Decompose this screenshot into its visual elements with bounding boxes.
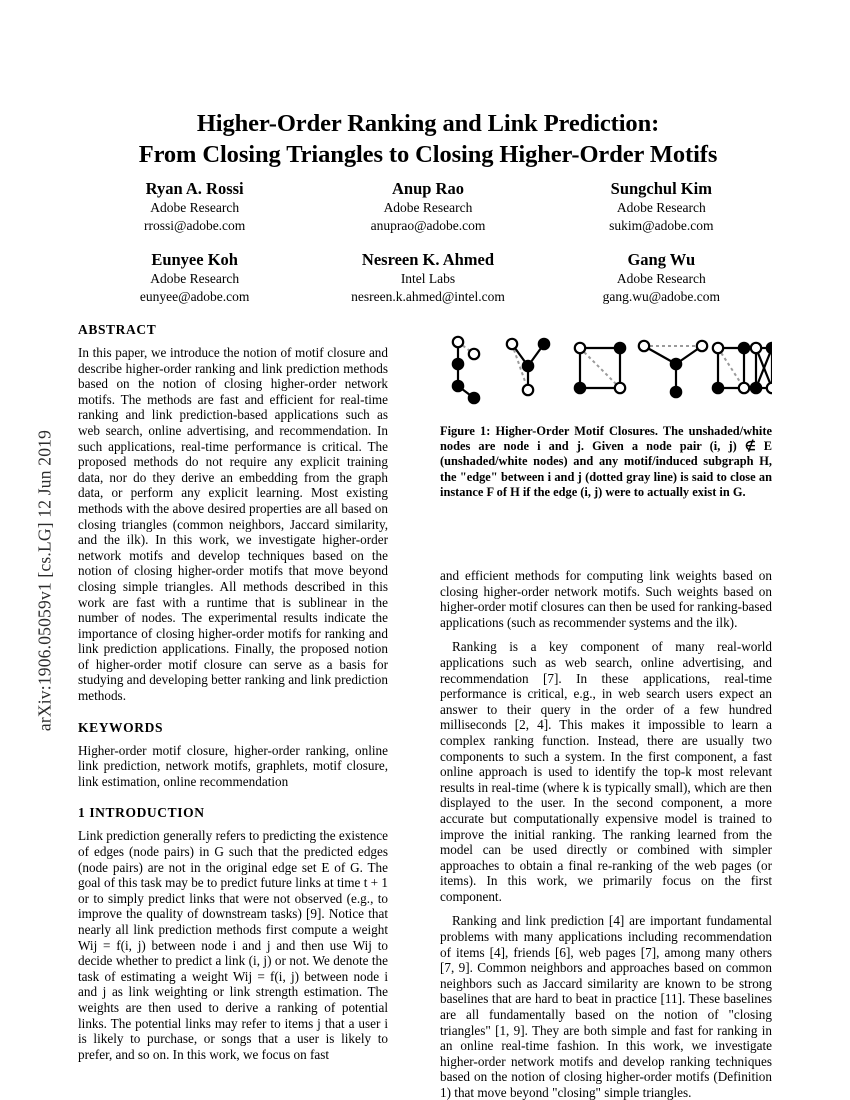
right-paragraph-1: and efficient methods for computing link weights based on closing higher-order network motifs. Such weights based on higher-order motif closures can then be used for ranking-based applications (such as recommender systems and the ilk). xyxy=(440,568,772,630)
author-name: Eunyee Koh xyxy=(151,250,238,269)
author-name: Gang Wu xyxy=(627,250,696,269)
author-list xyxy=(78,178,778,320)
author-affiliation: Intel Labs xyxy=(400,271,456,286)
author-3 xyxy=(78,249,311,306)
right-paragraph-3: Ranking and link prediction [4] are important fundamental problems with many applications including recommendation of items [4], friends [6], web pages [7], among many others [7, 9]. Common neighbors and approaches based on common neighbors such as Jaccard similarity are known to be strong baselines that are hard to beat in practice [11]. These baselines are all fundamentally based on the notion of "closing triangles" [1, 9]. They are both simple and fast for ranking in an online real-time fashion. In this work, we investigate higher-order network motifs and develop ranking techniques based on the notion of closing higher-order motifs (Definition 1) that move beyond "closing" simple triangles. xyxy=(440,913,772,1100)
figure-1 xyxy=(440,330,772,500)
author-name: Anup Rao xyxy=(391,179,464,198)
figure-caption-text: Higher-Order Motif Closures. The unshaded/white nodes are node i and j. Given a node pair (i, j) ∉ E (unshaded/white nodes) and any motif/induced subgraph H, the "edge" between i and j (dotted gray line) is said to close an instance F of H if the edge (i, j) were to actually exist in G. xyxy=(440,424,772,499)
author-email[interactable]: nesreen.k.ahmed@intel.com xyxy=(351,289,505,304)
author-email[interactable]: rrossi@adobe.com xyxy=(144,218,246,233)
abstract-text: In this paper, we introduce the notion of motif closure and describe higher-order ranking and link prediction methods based on the notion of closing higher-order network motifs. The methods are fast and efficient for real-time ranking and link prediction-based applications such as web search, online advertising, and recommendation. In such applications, real-time performance is critical. The proposed methods do not require any explicit training data, nor do they derive an embedding from the graph data, or perform any explicit learning. Most existing methods with the above desired properties are all based on closing triangles (common neighbors, Jaccard similarity, and the ilk). In this work, we investigate higher-order network motifs and develop techniques based on the notion of closing higher-order motifs that move beyond closing simple triangles. All methods described in this work are fast with a runtime that is sublinear in the number of nodes. The experimental results indicate the importance of closing higher-order motifs for ranking and link prediction applications. Finally, the proposed notion of higher-order motif closure can serve as a basis for studying and developing better ranking and link prediction methods. xyxy=(78,345,388,704)
author-row-1 xyxy=(78,178,778,235)
author-name: Nesreen K. Ahmed xyxy=(361,250,495,269)
introduction-heading: 1 INTRODUCTION xyxy=(78,805,205,821)
author-affiliation: Adobe Research xyxy=(150,271,240,286)
author-affiliation: Adobe Research xyxy=(616,271,706,286)
keywords-text: Higher-order motif closure, higher-order ranking, online link prediction, network motifs, graphlets, motif closure, link estimation, online recommendation xyxy=(78,742,388,789)
author-affiliation: Adobe Research xyxy=(616,200,706,215)
author-0 xyxy=(78,178,311,235)
author-email[interactable]: sukim@adobe.com xyxy=(609,218,714,233)
figure-graphic xyxy=(440,330,772,410)
arxiv-stamp: arXiv:1906.05059v1 [cs.LG] 12 Jun 2019 xyxy=(34,429,55,732)
author-4 xyxy=(311,249,544,306)
author-email[interactable]: anuprao@adobe.com xyxy=(370,218,486,233)
title-line-2: From Closing Triangles to Closing Higher-Order Motifs xyxy=(138,141,718,168)
author-2 xyxy=(545,178,778,235)
motif-closure-diagram xyxy=(440,330,772,410)
left-column xyxy=(78,322,388,1071)
author-name: Ryan A. Rossi xyxy=(145,179,244,198)
author-row-2 xyxy=(78,249,778,306)
author-affiliation: Adobe Research xyxy=(150,200,240,215)
right-paragraph-2: Ranking is a key component of many real-world applications such as web search, online advertising, and recommendation [7]. In these applications, real-time performance is critical, e.g., in web search users expect an answer to their query in the order of a few hundred milliseconds [2, 4]. This makes it impossible to learn a complex ranking function. Instead, there are usually two components to such a system. In the first component, a fast online approach is used to identify the top-k most relevant results in real-time (where k is typically small), which are then displayed to the user. In the second component, a more accurate but computationally expensive model is trained to improve the initial ranking. The ranking learned from the model can be used directly or combined with simpler approaches to obtain a final re-ranking of the web pages (or items). In this work, we primarily focus on the first component. xyxy=(440,639,772,904)
author-5 xyxy=(545,249,778,306)
author-name: Sungchul Kim xyxy=(610,179,712,198)
abstract-heading: ABSTRACT xyxy=(78,322,157,337)
author-1 xyxy=(311,178,544,235)
figure-caption xyxy=(440,424,772,500)
introduction-paragraph-1: Link prediction generally refers to predicting the existence of edges (node pairs) in G such that the predicted edges (node pairs) are not in the original edge set E of G. The goal of this task may be to predict future links at time t + 1 or to simply predict links that were not observed (e.g., to improve the quality of downstream tasks) [9]. Notice that nearly all link prediction methods first compute a weight Wij = f(i, j) between node i and j and then use Wij to decide whether to predict a link (i, j) or not. We denote the task of estimating a weight Wij = f(i, j) between node i and j as link weighting or link strength estimation. The weights are then used to derive a ranking of potential links. The potential links may refer to items j that a user i is likely to purchase, or songs that a user is likely to prefer, and so on. In this work, we focus on fast xyxy=(78,828,388,1062)
author-affiliation: Adobe Research xyxy=(383,200,473,215)
page-title xyxy=(78,108,778,170)
figure-label: Figure 1: xyxy=(440,424,491,438)
author-email[interactable]: gang.wu@adobe.com xyxy=(602,289,721,304)
title-line-1: Higher-Order Ranking and Link Prediction: xyxy=(196,110,660,137)
author-email[interactable]: eunyee@adobe.com xyxy=(139,289,250,304)
right-column xyxy=(440,568,772,1100)
keywords-heading: KEYWORDS xyxy=(78,719,164,735)
